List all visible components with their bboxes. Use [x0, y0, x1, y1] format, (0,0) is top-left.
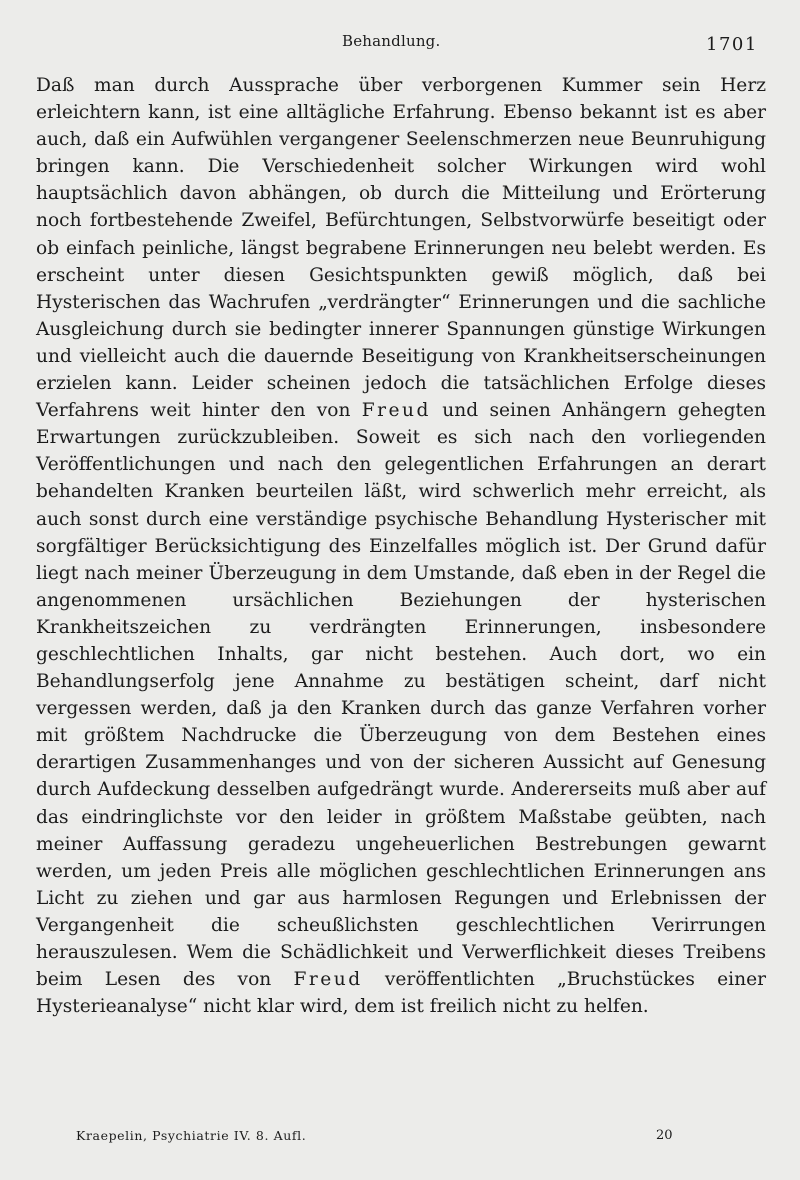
paragraph-text: und seinen Anhängern gehegten Erwartungen zurückzubleiben. Soweit es sich nach den vorliegenden Veröffentlichungen und nach den gelegentlichen Erfahrungen an derart behandelten Kranken beurteilen läßt, wird schwerlich mehr erreicht, als auch sonst durch eine verständige psychische Behandlung Hysterischer mit sorgfältiger Berücksichtigung des Einzelfalles möglich ist. Der Grund dafür liegt nach meiner Überzeugung in dem Umstande, daß eben in der Regel die angenommenen ursächlichen Beziehungen der hysterischen Krankheitszeichen zu verdrängten Erinnerungen, insbesondere geschlechtlichen Inhalts, gar nicht bestehen. Auch dort, wo ein Behandlungserfolg jene Annahme zu bestätigen scheint, darf nicht vergessen werden, daß ja den Kranken durch das ganze Verfahren vorher mit größtem Nachdrucke die Überzeugung von dem Bestehen eines derartigen Zusammenhanges und von der sicheren Aussicht auf Genesung durch Aufdeckung desselben aufgedrängt wurde. Andererseits muß aber auf das eindringlichste vor den leider in größtem Maßstabe geübten, nach meiner Auffassung geradezu ungeheuerlichen Bestrebungen gewarnt werden, um jeden Preis alle möglichen geschlechtlichen Erinnerungen ans Licht zu ziehen und gar aus harmlosen Regungen und Erlebnissen der Vergangenheit die scheußlichsten geschlechtlichen Verirrungen herauszulesen. Wem die Schädlichkeit und Verwerflichkeit dieses Treibens beim Lesen des von: [36, 400, 766, 991]
page-footer: [0, 1128, 800, 1152]
paragraph-text: veröffentlichten „Bruchstückes einer Hysterieanalyse“ nicht klar wird, dem ist freilich nicht zu helfen.: [36, 969, 766, 1018]
running-head: [0, 30, 800, 60]
footer-book-reference: Kraepelin, Psychiatrie IV. 8. Aufl.: [76, 1128, 307, 1143]
author-name-freud: Freud: [293, 969, 363, 991]
running-head-title: Behandlung.: [342, 32, 441, 50]
printer-signature-mark: 20: [656, 1128, 673, 1143]
author-name-freud: Freud: [361, 400, 431, 422]
page-number: 1701: [706, 34, 758, 55]
body-paragraph: [36, 72, 766, 1020]
paragraph-text: Daß man durch Aussprache über verborgenen Kummer sein Herz erleichtern kann, ist eine alltägliche Erfahrung. Ebenso bekannt ist es aber auch, daß ein Aufwühlen vergangener Seelenschmerzen neue Beunruhigung bringen kann. Die Verschiedenheit solcher Wirkungen wird wohl hauptsächlich davon abhängen, ob durch die Mitteilung und Erörterung noch fortbestehende Zweifel, Befürchtungen, Selbstvorwürfe beseitigt oder ob einfach peinliche, längst begrabene Erinnerungen neu belebt werden. Es erscheint unter diesen Gesichtspunkten gewiß möglich, daß bei Hysterischen das Wachrufen „verdrängter“ Erinnerungen und die sachliche Ausgleichung durch sie bedingter innerer Spannungen günstige Wirkungen und vielleicht auch die dauernde Beseitigung von Krankheitserscheinungen erzielen kann. Leider scheinen jedoch die tatsächlichen Erfolge dieses Verfahrens weit hinter den von: [36, 75, 766, 422]
